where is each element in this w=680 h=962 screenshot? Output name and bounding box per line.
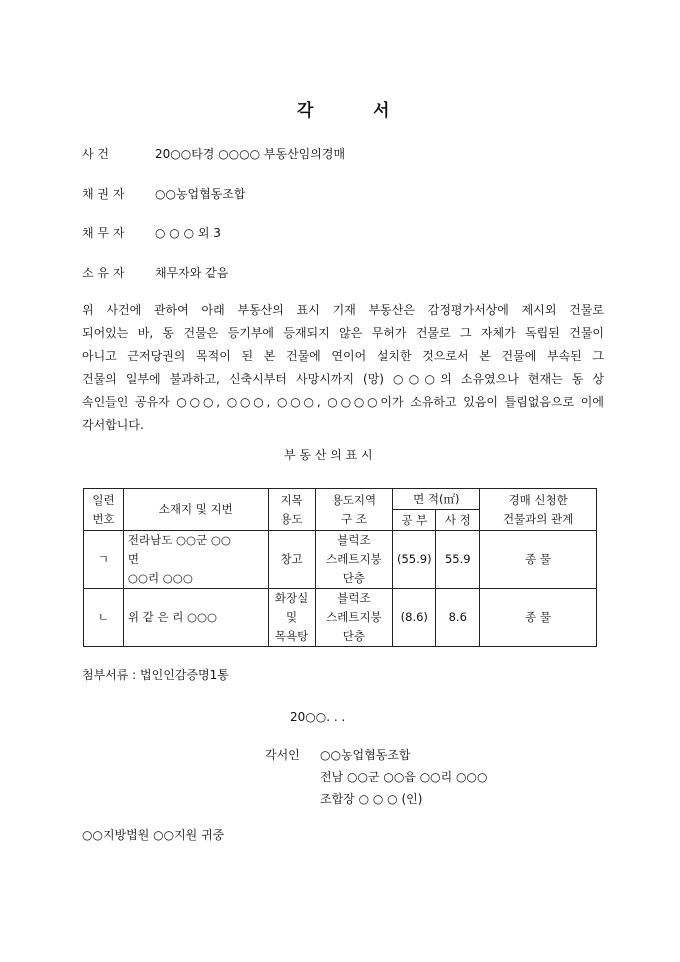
body-paragraph	[82, 299, 604, 437]
debtor-value: ○ ○ ○ 외 3	[155, 226, 221, 240]
row-structure: 블럭조 스레트지붕 단층	[315, 589, 393, 647]
date-line: 20○○. . .	[290, 710, 346, 724]
row-area-actual: 55.9	[436, 531, 480, 589]
header-area: 면 적(㎡)	[393, 489, 480, 510]
row-land-use: 화장실 및 목욕탕	[268, 589, 315, 647]
row-land-use: 창고	[268, 531, 315, 589]
row-area-actual: 8.6	[436, 589, 480, 647]
attachment-note: 첨부서류 : 법인인감증명1통	[82, 668, 229, 682]
body-line: 각서합니다.	[82, 418, 144, 432]
recipient-court: ○○지방법원 ○○지원 귀중	[82, 828, 225, 842]
body-line: 건물의 일부에 불과하고, 신축시부터 사망시까지 (망) ○○○의 소유였으나 현재는 동 상	[82, 372, 604, 386]
body-line: 속인들인 공유자 ○○○, ○○○, ○○○, ○○○○이가 소유하고 있음이 틀림없음으로 이에	[82, 395, 604, 409]
case-label: 사 건	[82, 147, 109, 161]
creditor-label: 채 권 자	[82, 187, 125, 201]
row-relation: 종 물	[480, 589, 597, 647]
header-relation: 경매 신청한 건물과의 관계	[480, 489, 597, 531]
row-location: 전라남도 ○○군 ○○ 면 ○○리 ○○○	[123, 531, 268, 589]
owner-label: 소 유 자	[82, 266, 125, 280]
signer-label: 각서인	[265, 748, 300, 762]
signer-representative: 조합장 ○ ○ ○ (인)	[320, 792, 423, 806]
header-zone-structure: 용도지역 구 조	[315, 489, 393, 531]
debtor-label: 채 무 자	[82, 226, 125, 240]
body-line: 아니고 근저당권의 목적이 된 본 건물에 연이어 설치한 것으로서 본 건물에 부속된 그	[82, 349, 604, 363]
header-serial: 일련 번호	[84, 489, 124, 531]
row-area-register: (55.9)	[393, 531, 436, 589]
header-area-register: 공 부	[393, 510, 436, 531]
row-relation: 종 물	[480, 531, 597, 589]
row-serial: ㄴ	[84, 589, 124, 647]
table-heading: 부 동 산 의 표 시	[284, 448, 373, 462]
table-row	[84, 589, 597, 647]
header-area-actual: 사 정	[436, 510, 480, 531]
body-line: 위 사건에 관하여 아래 부동산의 표시 기재 부동산은 감정평가서상에 제시외 건물로	[82, 303, 604, 317]
body-line: 되어있는 바, 동 건물은 등기부에 등재되지 않은 무허가 건물로 그 자체가 독립된 건물이	[82, 326, 604, 340]
header-location: 소재지 및 지번	[123, 489, 268, 531]
case-value: 20○○타경 ○○○○ 부동산임의경매	[155, 147, 346, 161]
signer-address: 전남 ○○군 ○○읍 ○○리 ○○○	[320, 770, 488, 784]
signer-name: ○○농업협동조합	[320, 748, 411, 762]
row-structure: 블럭조 스레트지붕 단층	[315, 531, 393, 589]
creditor-value: ○○농업협동조합	[155, 187, 246, 201]
owner-value: 채무자와 같음	[155, 266, 229, 280]
row-serial: ㄱ	[84, 531, 124, 589]
property-table	[83, 488, 597, 647]
row-area-register: (8.6)	[393, 589, 436, 647]
table-row	[84, 531, 597, 589]
header-land-use: 지목 용도	[268, 489, 315, 531]
row-location: 위 같 은 리 ○○○	[123, 589, 268, 647]
title-char-2: 서	[373, 101, 390, 121]
title-char-1: 각	[297, 101, 314, 121]
